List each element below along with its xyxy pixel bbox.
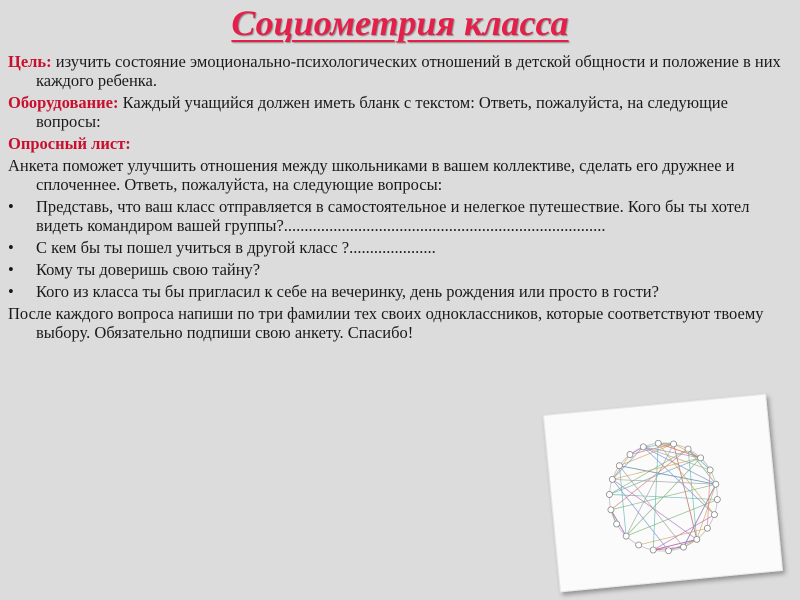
bullet-icon: • [8,238,14,257]
slide-content [8,52,790,345]
sociogram-node [616,462,623,469]
questionnaire-heading [8,134,790,153]
closing-paragraph: После каждого вопроса напиши по три фамилии тех своих одноклассников, которые соответствуют твоему выбору. Обязательно подпиши свою анкету. Спасибо! [8,304,764,342]
goal-paragraph [8,52,790,90]
goal-text: изучить состояние эмоционально-психологических отношений в детской общности и положение в них каждого ребенка. [36,52,781,90]
sociogram-node [623,533,630,540]
question-text: Представь, что ваш класс отправляется в самостоятельное и нелегкое путешествие. Кого бы ты хотел видеть командиром вашей группы?.............................................................................. [36,197,750,235]
question-text: Кого из класса ты бы пригласил к себе на вечеринку, день рождения или просто в гости? [36,282,659,301]
question-item [8,282,790,301]
sociogram-node [685,446,692,453]
question-item [8,238,790,257]
sociogram-node [627,451,634,458]
sociogram-node [680,544,687,551]
sociogram-image [543,394,783,593]
question-text: Кому ты доверишь свою тайну? [36,260,261,279]
sociogram-node [640,444,647,451]
sociogram-node [707,467,714,474]
sociogram-node [635,542,642,549]
intro-paragraph: Анкета поможет улучшить отношения между школьниками в вашем коллективе, сделать его дружнее и сплоченнее. Ответь, пожалуйста, на следующие вопросы: [8,156,735,194]
sociogram-graphic [544,395,782,591]
question-item [8,260,790,279]
questionnaire-label: Опросный лист: [8,134,131,153]
sociogram-node [650,547,657,554]
equipment-label: Оборудование: [8,93,119,112]
sociogram-node [713,481,720,488]
sociogram-node [609,476,616,483]
sociogram-node [694,536,701,543]
sociogram-node [704,525,711,532]
sociogram-node [665,547,672,554]
bullet-icon: • [8,282,14,301]
slide-title: Социометрия класса [231,3,569,43]
sociogram-node [697,455,704,462]
bullet-icon: • [8,260,14,279]
question-list [8,197,790,301]
goal-label: Цель: [8,52,52,71]
equipment-text: Каждый учащийся должен иметь бланк с текстом: Ответь, пожалуйста, на следующие вопросы: [36,93,728,131]
sociogram-node [613,521,620,528]
equipment-paragraph [8,93,790,131]
bullet-icon: • [8,197,14,216]
sociogram-edges [605,438,722,556]
sociogram-node [655,440,662,447]
sociogram-node [606,491,613,498]
sociogram-node [711,511,718,518]
sociogram-node [608,506,615,513]
sociogram-node [670,441,677,448]
sociogram-node [714,496,721,503]
question-text: С кем бы ты пошел учиться в другой класс ?..................... [36,238,436,257]
question-item [8,197,790,235]
